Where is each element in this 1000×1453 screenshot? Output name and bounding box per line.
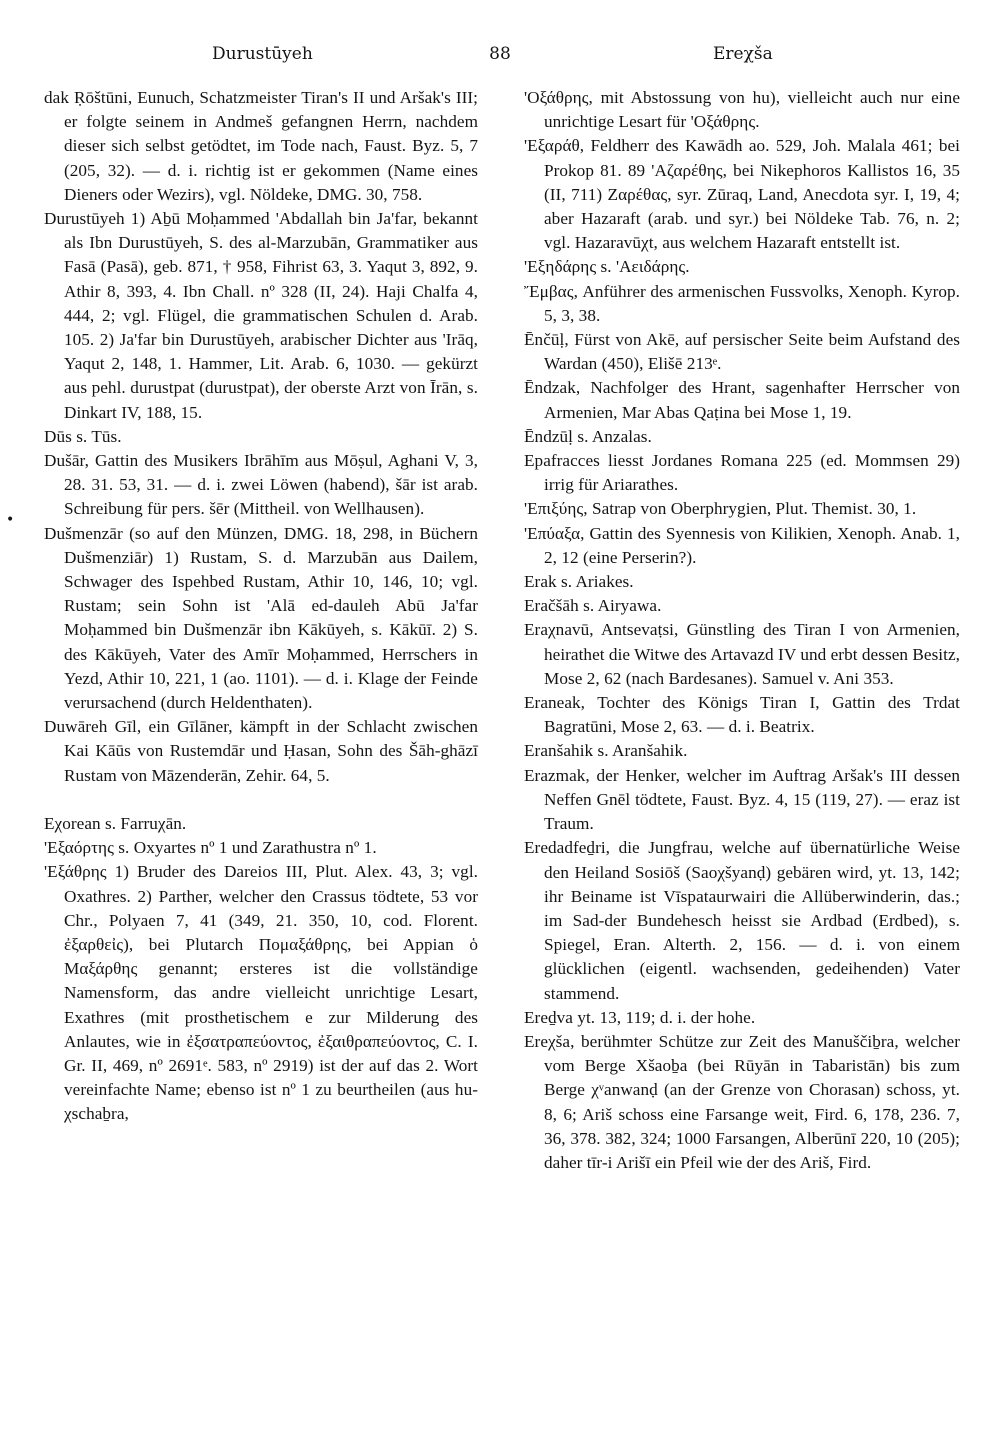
entry: Dušmenzār (so auf den Münzen, DMG. 18, 298, in Büchern Dušmenziār) 1) Rustam, S. d. Marzubān aus Dailem, Schwager des Ispehbed Rustam, Athir 10, 146, 10; vgl. Rustam; sein Sohn ist 'Alā ed-dauleh Abū Ja'far Moḥammed bin Dušmenzār ibn Kākūyeh, s. Kākūī. 2) S. des Kākūyeh, Vater des Amīr Moḥammed, Herrschers in Yezd, Athir 10, 221, 1 (ao. 1101). — d. i. Klage der Feinde verursachend (durch Heldenthaten). — [44, 523, 478, 713]
entry: Eredadfeḏri, die Jungfrau, welche auf übernatürliche Weise den Heiland Sosiōš (Saoχšyanḍ) gebären wird, yt. 13, 142; ihr Beiname ist Vīspataurwairi die Allüberwinderin, das.; im Sad-der Bundehesch heisst sie Ardbad (Erdbed), s. Spiegel, Eran. Alterth. 2, 156. — d. i. von einem glücklichen (eigentl. wachsenden, gedeihenden) Vater stammend. — [524, 838, 960, 1003]
entry: Eraneak, Tochter des Königs Tiran I, Gattin des Trdat Bagratūni, Mose 2, 63. — d. i. Beatrix. — [524, 693, 960, 737]
entry: 'Εξαράθ, Feldherr des Kawādh ao. 529, Joh. Malala 461; bei Prokop 81. 89 'Αζαρέθης, bei Nikephoros Kallistos 16, 35 (II, 711) Ζαρέθας, syr. Zūraq, Land, Anecdota syr. I, 19, 4; aber Hazaraft (arab. und syr.) bei Nöldeke Tab. 76, n. 2; vgl. Hazaravūχt, aus welchem Hazaraft entstellt ist. — [524, 136, 960, 253]
entry: Ἔμβας, Anführer des armenischen Fussvolks, Xenoph. Kyrop. 5, 3, 38. — [524, 281, 960, 325]
entry: Ereχša, berühmter Schütze zur Zeit des Manuščiḇra, welcher vom Berge Xšaoḇa (bei Rūyān in Tabaristān) bis zum Berge χᵛanwanḍ (an der Grenze von Chorasan) schoss, yt. 8, 6; Ariš schoss eine Farsange weit, Fird. 6, 178, 236. 7, 36, 378. 382, 324; 1000 Farsangen, Alberūnī 220, 10 (205); daher tīr-i Arišī ein Pfeil wie der des Ariš, Fird. — [524, 1031, 960, 1172]
entry: dak Ṛōštūni, Eunuch, Schatzmeister Tiran's II und Aršak's III; er folgte seinem in Andmeš gefangnen Herrn, nachdem dieser sich selbst getödtet, im Tode nach, Faust. Byz. 5, 7 (205, 32). — d. i. richtig ist er gekommen (Name eines Dieners oder Wezirs), vgl. Nöldeke, DMG. 30, 758. — [44, 88, 478, 204]
entry: 'Εξάθρης 1) Bruder des Dareios III, Plut. Alex. 43, 3; vgl. Oxathres. 2) Parther, welcher den Crassus tödtete, 53 vor Chr., Polyaen 7, 41 (349, 21. 350, 10, cod. Florent. ἐξαρθεἰς), bei Plutarch Πομαξάθρης, bei Appian ὁ Μαξάρθης genannt; ersteres ist die vollständige Namensform, das andre vielleicht unrichtige Lesart, Exathres (mit prosthetischem e zur Milderung des Anlautes, wie in ἐξσατραπεύοντος, ἐξαιθραπεύοντος, C. I. Gr. II, 469, nº 2691ᵉ. 583, nº 2919) ist der auf das 2. Wort vereinfachte Name; ebenso ist nº 1 zu beurtheilen (aus hu-χschaḇra, — [44, 862, 478, 1124]
entry: 'Επιξύης, Satrap von Oberphrygien, Plut. Themist. 30, 1. — [524, 499, 917, 519]
entry: Dušār, Gattin des Musikers Ibrāhīm aus Mōṣul, Aghani V, 3, 28. 31. 53, 31. — d. i. zwei Löwen (habend), šār ist arab. Schreibung für pers. šēr (Mittheil. von Wellhausen). — [44, 451, 478, 519]
header-right-keyword: Ereχša — [713, 44, 773, 64]
entry: Erazmak, der Henker, welcher im Auftrag Aršak's III dessen Neffen Gnēl tödtete, Faust. Byz. 4, 15 (119, 27). — eraz ist Traum. — [524, 765, 960, 834]
margin-mark: • — [6, 512, 15, 528]
entry: 'Επύαξα, Gattin des Syennesis von Kilikien, Xenoph. Anab. 1, 2, 12 (eine Perserin?). — [524, 523, 960, 567]
section-gap — [44, 788, 478, 812]
entry: Epafracces liesst Jordanes Romana 225 (ed. Mommsen 29) irrig für Ariarathes. — [524, 451, 960, 495]
entry: Ēnčūḷ, Fürst von Akē, auf persischer Seite beim Aufstand des Wardan (450), Elišē 213ᵉ. — [524, 330, 960, 374]
entry: 'Εξηδάρης s. 'Αειδάρης. — [524, 257, 690, 277]
entry: Ēndzūḷ s. Anzalas. — [524, 426, 652, 446]
header-left-keyword: Durustūyeh — [212, 44, 313, 64]
entry-continuation: 'Οξάθρης, mit Abstossung von hu), vielleicht auch nur eine unrichtige Lesart für 'Οξάθρης. — [524, 88, 960, 132]
entry: Dūs s. Tūs. — [44, 426, 122, 446]
entry: 'Εξαόρτης s. Oxyartes nº 1 und Zarathustra nº 1. — [44, 838, 377, 858]
entry: Duwāreh Gīl, ein Gīlāner, kämpft in der Schlacht zwischen Kai Kāūs von Rustemdār und Ḥasan, Sohn des Šāh-ghāzī Rustam von Māzenderān, Zehir. 64, 5. — [44, 717, 478, 785]
entry: Ēndzak, Nachfolger des Hrant, sagenhafter Herrscher von Armenien, Mar Abas Qaṭina bei Mose 1, 19. — [524, 378, 960, 422]
right-column — [524, 86, 960, 1175]
left-column — [44, 86, 478, 1127]
entry: Eranšahik s. Aranšahik. — [524, 741, 688, 761]
running-header — [0, 44, 1000, 70]
page-number: 88 — [489, 44, 511, 64]
entry: Erak s. Ariakes. — [524, 572, 634, 592]
entry: Eχorean s. Farruχān. — [44, 813, 187, 833]
entry: Eraχnavū, Antsevaṭsi, Günstling des Tiran I von Armenien, heirathet die Witwe des Artavazd IV und erbt dessen Besitz, Mose 2, 62 (nach Bardesanes). Samuel v. Ani 353. — [524, 620, 960, 688]
entry: Durustūyeh 1) Aḇū Moḥammed 'Abdallah bin Ja'far, bekannt als Ibn Durustūyeh, S. des al-Marzubān, Grammatiker aus Fasā (Pasā), geb. 871, † 958, Fihrist 63, 3. Yaqut 3, 892, 9. Athir 8, 393, 4. Ibn Chall. nº 328 (II, 24). Haji Chalfa 4, 444, 2; vgl. Flügel, die grammatischen Schulen d. Arab. 105. 2) Ja'far bin Durustūyeh, arabischer Dichter aus 'Irāq, Yaqut 2, 148, 1. Hammer, Lit. Arab. 6, 1030. — gekürzt aus pehl. durustpat (durustpat), der oberste Arzt von Īrān, s. Dinkart IV, 188, 15. — [44, 209, 478, 422]
entry: Eračšāh s. Airyawa. — [524, 596, 662, 616]
entry: Ereḏva yt. 13, 119; d. i. der hohe. — [524, 1007, 756, 1027]
